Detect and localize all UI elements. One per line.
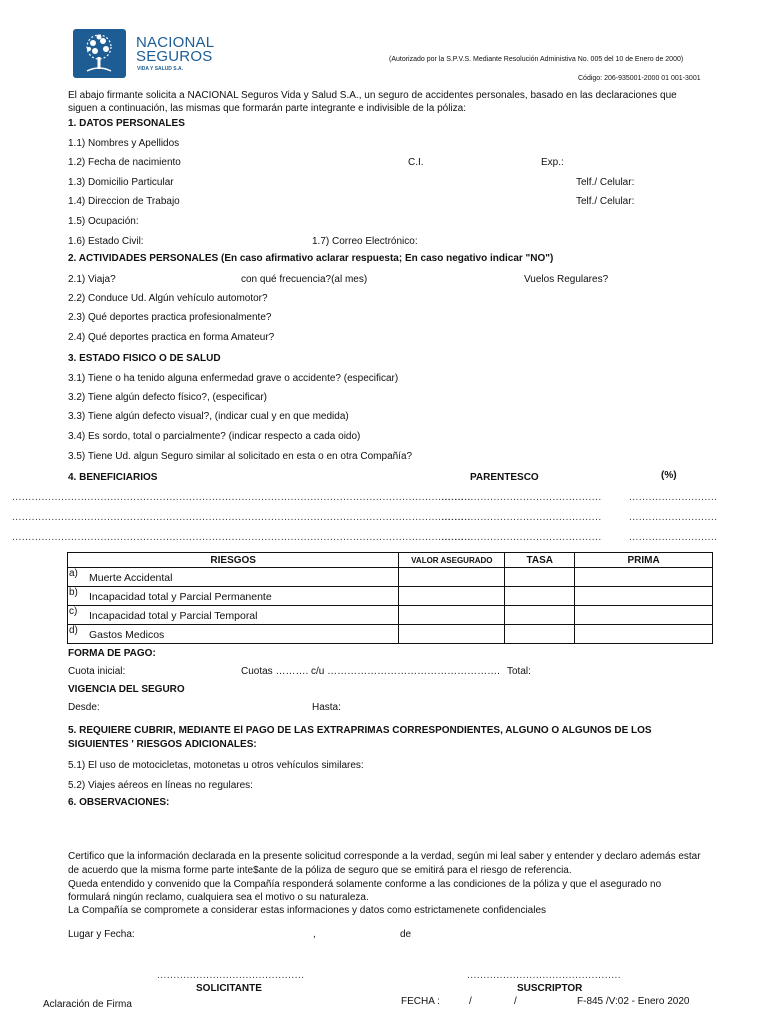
aclaracion-firma-label: Aclaración de Firma — [43, 999, 132, 1010]
lugar-fecha-de: de — [400, 929, 412, 940]
column-header-valor-asegurado: VALOR ASEGURADO — [399, 553, 505, 568]
beneficiary-pct-line: ........................... — [629, 532, 718, 543]
question-enfermedad: 3.1) Tiene o ha tenido alguna enfermedad grave o accidente? (especificar) — [68, 373, 399, 384]
riesgo-label: Gastos Medicos — [89, 629, 165, 641]
beneficiary-parentesco-line: ................................................. — [441, 512, 602, 523]
section1-title: 1. DATOS PERSONALES — [68, 118, 185, 129]
tasa-cell[interactable] — [505, 625, 575, 644]
suscriptor-label: SUSCRIPTOR — [517, 983, 583, 994]
percent-header: (%) — [661, 470, 677, 481]
beneficiary-parentesco-line: ................................................. — [441, 492, 602, 503]
section5-title-line2: SIGUIENTES ' RIESGOS ADICIONALES: — [68, 739, 257, 750]
form-code-footer: F-845 /V:02 - Enero 2020 — [577, 996, 690, 1007]
field-nombres: 1.1) Nombres y Apellidos — [68, 138, 180, 149]
section2-title: 2. ACTIVIDADES PERSONALES (En caso afirmativo aclarar respuesta; En caso negativo indicar "NO") — [68, 253, 554, 264]
question-sordo: 3.4) Es sordo, total o parcialmente? (indicar respecto a cada oido) — [68, 431, 361, 442]
field-telf-domicilio: Telf./ Celular: — [576, 177, 635, 188]
tasa-cell[interactable] — [505, 568, 575, 587]
prima-cell[interactable] — [575, 587, 713, 606]
riesgo-cell — [68, 606, 399, 625]
cert-line1: Certifico que la información declarada en la presente solicitud corresponde a la verdad, según mi leal saber y entender y declaro además estar — [68, 851, 701, 862]
intro-line1: El abajo firmante solicita a NACIONAL Seguros Vida y Salud S.A., un seguro de accidentes personales, basado en las declaraciones que — [68, 90, 677, 101]
riesgo-letter: b) — [69, 587, 78, 598]
field-exp: Exp.: — [541, 157, 564, 168]
question-deportes-amateur: 2.4) Qué deportes practica en forma Amateur? — [68, 332, 275, 343]
table-row — [68, 625, 713, 644]
column-header-prima: PRIMA — [575, 553, 713, 568]
question-viaja: 2.1) Viaja? — [68, 274, 116, 285]
brand-sub: VIDA Y SALUD S.A. — [137, 66, 184, 72]
field-telf-trabajo: Telf./ Celular: — [576, 196, 635, 207]
forma-pago-title: FORMA DE PAGO: — [68, 648, 156, 659]
brand-line2: SEGUROS — [136, 48, 213, 65]
tree-icon — [73, 29, 126, 78]
prima-cell[interactable] — [575, 606, 713, 625]
question-defecto-visual: 3.3) Tiene algún defecto visual?, (indicar cual y en que medida) — [68, 411, 349, 422]
authorization-text: (Autorizado por la S.P.V.S. Mediante Resolución Administiva No. 005 del 10 de Enero de 2000) — [389, 56, 684, 63]
form-code-header: Código: 206-935001-2000 01 001-3001 — [578, 75, 701, 82]
prima-cell[interactable] — [575, 568, 713, 587]
field-direccion-trabajo: 1.4) Direccion de Trabajo — [68, 196, 180, 207]
signature-line-solicitante: ............................................. — [157, 970, 305, 981]
section5-title-line1: 5. REQUIERE CUBRIR, MEDIANTE El PAGO DE LAS EXTRAPRIMAS CORRESPONDIENTES, ALGUNO O ALGUNOS DE LOS — [68, 725, 652, 736]
section3-title: 3. ESTADO FISICO O DE SALUD — [68, 353, 221, 364]
brand-line1: NACIONAL — [136, 34, 215, 51]
tasa-cell[interactable] — [505, 587, 575, 606]
question-deportes-prof: 2.3) Qué deportes practica profesionalmente? — [68, 312, 272, 323]
valor-asegurado-cell[interactable] — [399, 587, 505, 606]
riesgo-letter: c) — [69, 606, 78, 617]
question-defecto-fisico: 3.2) Tiene algún defecto físico?, (especificar) — [68, 392, 267, 403]
valor-asegurado-cell[interactable] — [399, 625, 505, 644]
question-conduce: 2.2) Conduce Ud. Algún vehículo automotor? — [68, 293, 268, 304]
fecha-label: FECHA : — [401, 996, 440, 1007]
riesgo-label: Muerte Accidental — [89, 572, 173, 584]
riesgo-cell — [68, 625, 399, 644]
field-estado-civil: 1.6) Estado Civil: — [68, 236, 144, 247]
question-frecuencia: con qué frecuencia?(al mes) — [241, 274, 368, 285]
beneficiary-name-line: ............................................................................................................................................ — [12, 492, 471, 503]
column-header-riesgos: RIESGOS — [68, 553, 399, 568]
beneficiary-pct-line: ........................... — [629, 512, 718, 523]
beneficiary-parentesco-line: ................................................. — [441, 532, 602, 543]
cert-line2: de acuerdo que la misma forme parte inte$ante de la póliza de seguro que se emitirá para el riesgo de referencia. — [68, 865, 572, 876]
table-header-row — [68, 553, 713, 568]
desde-label: Desde: — [68, 702, 100, 713]
section4-title: 4. BENEFICIARIOS — [68, 472, 158, 483]
fecha-slash: / — [514, 996, 517, 1007]
riesgos-table — [67, 552, 713, 644]
solicitante-label: SOLICITANTE — [196, 983, 262, 994]
field-ci: C.I. — [408, 157, 424, 168]
table-row — [68, 606, 713, 625]
riesgo-cell — [68, 568, 399, 587]
cert-line3: Queda entendido y convenido que la Compañía responderá solamente conforme a las condiciones de la póliza y que el asegurado no — [68, 879, 662, 890]
parentesco-header: PARENTESCO — [470, 472, 539, 483]
signature-line-suscriptor: ............................................... — [467, 970, 622, 981]
vigencia-title: VIGENCIA DEL SEGURO — [68, 684, 185, 695]
question-seguro-similar: 3.5) Tiene Ud. algun Seguro similar al solicitado en esta o en otra Compañía? — [68, 451, 413, 462]
riesgo-letter: d) — [69, 625, 78, 636]
field-fecha-nacimiento: 1.2) Fecha de nacimiento — [68, 157, 181, 168]
logo-emblem — [73, 29, 126, 78]
field-domicilio: 1.3) Domicilio Particular — [68, 177, 174, 188]
question-viajes-aereos: 5.2) Viajes aéreos en líneas no regulares: — [68, 780, 253, 791]
cuotas-label: Cuotas ………. c/u ……………………………………………. — [241, 666, 500, 677]
table-row — [68, 568, 713, 587]
section6-title: 6. OBSERVACIONES: — [68, 797, 170, 808]
beneficiary-name-line: ............................................................................................................................................ — [12, 512, 471, 523]
riesgo-cell — [68, 587, 399, 606]
column-header-tasa: TASA — [505, 553, 575, 568]
question-motocicletas: 5.1) El uso de motocicletas, motonetas u otros vehículos similares: — [68, 760, 364, 771]
beneficiary-name-line: ............................................................................................................................................ — [12, 532, 471, 543]
lugar-fecha-label: Lugar y Fecha: — [68, 929, 135, 940]
table-row — [68, 587, 713, 606]
brand-name — [136, 36, 214, 64]
lugar-fecha-comma: , — [313, 929, 316, 940]
cert-line4: formulará ningún reclamo, cualquiera sea el motivo o su naturaleza. — [68, 892, 369, 903]
field-ocupacion: 1.5) Ocupación: — [68, 216, 139, 227]
riesgo-letter: a) — [69, 568, 78, 579]
field-correo: 1.7) Correo Electrónico: — [312, 236, 418, 247]
valor-asegurado-cell[interactable] — [399, 568, 505, 587]
total-label: Total: — [507, 666, 531, 677]
question-vuelos: Vuelos Regulares? — [524, 274, 609, 285]
riesgo-label: Incapacidad total y Parcial Permanente — [89, 591, 272, 603]
prima-cell[interactable] — [575, 625, 713, 644]
beneficiary-pct-line: ........................... — [629, 492, 718, 503]
cert-line5: La Compañía se compromete a considerar estas informaciones y datos como estrictamenete confidenciales — [68, 905, 547, 916]
valor-asegurado-cell[interactable] — [399, 606, 505, 625]
tasa-cell[interactable] — [505, 606, 575, 625]
fecha-slash: / — [469, 996, 472, 1007]
intro-line2: siguen a continuación, las mismas que formarán parte integrante e indivisible de la póliza: — [68, 103, 467, 114]
riesgo-label: Incapacidad total y Parcial Temporal — [89, 610, 258, 622]
cuota-inicial-label: Cuota inicial: — [68, 666, 126, 677]
hasta-label: Hasta: — [312, 702, 341, 713]
